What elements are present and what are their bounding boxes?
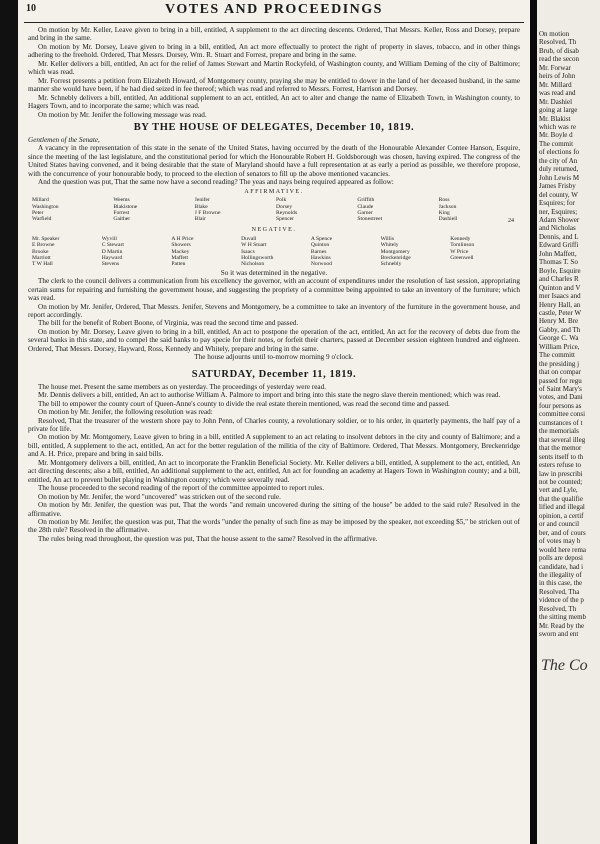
vote-name: Tomlinson xyxy=(450,242,475,249)
paragraph: Mr. Dennis delivers a bill, entitled, An act to authorise William A. Palmore to import and bring into this state the negro slave therein mentioned; which was read. xyxy=(38,391,501,400)
left-page xyxy=(18,0,530,844)
text-fragment: votes, and Dani xyxy=(539,393,583,402)
paragraph: On motion by Mr. Jenifer, the following resolution was read: xyxy=(38,408,213,417)
text-fragment: that the qualifie xyxy=(539,494,583,503)
text-fragment: opinion, a certif xyxy=(539,511,584,520)
vote-name: Peter xyxy=(32,209,44,216)
vote-name: Jenifer xyxy=(194,197,210,204)
text-fragment: the city of An xyxy=(539,156,578,165)
text-fragment: John Maffett, xyxy=(539,249,577,258)
text-fragment: lified and illegal xyxy=(539,503,585,512)
text-fragment: vert and Lyle, xyxy=(539,486,578,495)
adjourn-line: The house adjourns until to-morrow morning 9 o'clock. xyxy=(194,353,354,362)
paragraph: The bill for the benefit of Robert Boone, of Virginia, was read the second time and passed. xyxy=(38,319,299,328)
saturday-heading: SATURDAY, December 11, 1819. xyxy=(191,368,357,380)
text-fragment: of elections fo xyxy=(539,148,580,157)
text-fragment: James Frisby xyxy=(539,182,576,191)
vote-name: King xyxy=(438,209,450,216)
vote-name: D Martin xyxy=(101,248,123,255)
vote-name: Spencer xyxy=(276,216,295,223)
affirmative-label: AFFIRMATIVE. xyxy=(244,188,304,195)
text-fragment: going at large xyxy=(539,106,578,115)
vote-name: Mr. Speaker xyxy=(32,235,60,242)
text-fragment: Mr. Read by the xyxy=(539,621,585,630)
text-fragment: duly returned, xyxy=(539,165,579,174)
negative-list xyxy=(32,236,516,268)
vote-name: Schnebly xyxy=(380,261,402,268)
text-fragment: the presiding j xyxy=(539,359,580,368)
determined-line: So it was determined in the negative. xyxy=(220,268,328,277)
vote-name: Kennedy xyxy=(450,235,471,242)
vote-name: Mackey xyxy=(171,248,190,255)
vote-name: W Price xyxy=(450,248,469,255)
vote-name: Polk xyxy=(276,197,287,204)
text-fragment: Edward Griffi xyxy=(539,241,579,250)
negative-label: NEGATIVE. xyxy=(251,227,297,234)
vote-name: Patten xyxy=(171,261,186,268)
affirmative-count: 24 xyxy=(508,217,514,224)
paragraph: Mr. Montgomery delivers a bill, entitled, An act to incorporate the Franklin Beneficial Society. Mr. Keller delivers a bill, entitled, A supplement to the act, entitled, An act directing descents; also a bill, entitled, An additional supplement to the act, entitled, An act for founding an academy at Hagers Town in Washington county; and a bill, entitled, An act to prevent bullet playing in Washington county; which were severally read. xyxy=(28,458,520,484)
text-fragment: Esquires; for xyxy=(539,199,575,208)
vote-name: Whitely xyxy=(380,242,399,249)
paragraph: The house proceeded to the second reading of the report of the committee appointed to report rules. xyxy=(38,484,325,493)
text-fragment: and Nicholas xyxy=(539,224,576,233)
paragraph: Mr. Keller delivers a bill, entitled, An act for the relief of James Stewart and Martin Rockyfeld, of Washington county, and William Deming of the city of Baltimore; which was read. xyxy=(28,59,520,77)
paragraph: On motion by Mr. Dorsey, Leave given to bring in a bill, entitled, An act more effectually to protect the right of property in slaves, tobacco, and in other things adhering to the freehold. Ordered, That Messrs. Dorsey, Wm. R. Stuart and Forrest, prepare and bring in the same. xyxy=(28,42,520,60)
paragraph: On motion by Mr. Jenifer the following message was read. xyxy=(38,110,207,119)
vote-name: Warfield xyxy=(32,216,52,223)
vote-name: Stevens xyxy=(101,261,120,268)
paragraph: The house met. Present the same members as on yesterday. The proceedings of yesterday were read. xyxy=(38,382,326,391)
vote-name: W H Stuart xyxy=(241,242,267,249)
text-fragment: of Saint Mary's xyxy=(539,385,582,394)
vote-name: Wyvill xyxy=(101,235,117,242)
text-fragment: passed for regu xyxy=(539,376,582,385)
text-fragment: The commit xyxy=(539,139,574,148)
text-fragment: Resolved, Th xyxy=(539,604,577,613)
vote-name: Ross xyxy=(438,197,450,204)
text-fragment: Brub, of disab xyxy=(539,46,579,55)
vote-name: Blair xyxy=(194,216,206,223)
text-fragment: The committ xyxy=(539,351,575,360)
vote-name: Dorsey xyxy=(276,203,293,210)
paragraph: The bill to empower the county court of Queen-Anne's county to divide the real estate therein mentioned, was read the second time and passed. xyxy=(38,399,450,408)
text-fragment: four persons as xyxy=(539,401,582,410)
vote-name: Dashiell xyxy=(438,216,458,223)
vote-name: Montgomery xyxy=(380,248,410,255)
vote-name: Gaither xyxy=(113,216,131,223)
vote-name: C Stewart xyxy=(101,242,124,249)
text-fragment: del county, W xyxy=(539,190,578,199)
salutation: Gentlemen of the Senate, xyxy=(28,135,100,144)
text-fragment: committee consi xyxy=(539,410,586,419)
text-fragment: which was re xyxy=(539,122,576,131)
vote-name: Brooke xyxy=(32,248,49,255)
vote-name: Greenwell xyxy=(450,254,474,261)
text-fragment: George C. Wa xyxy=(539,334,579,343)
text-fragment: ner, Esquires; xyxy=(539,207,578,216)
vote-name: Hayward xyxy=(101,254,123,261)
text-fragment: castle, Peter W xyxy=(539,308,582,317)
vote-name: Hollingsworth xyxy=(241,254,274,261)
vote-name: J F Browne xyxy=(194,209,221,216)
text-fragment: Resolved, Tha xyxy=(539,587,580,596)
paragraph: On motion by Mr. Montgomery, Leave given to bring in a bill, entitled A supplement to an act relating to insolvent debtors in the city and county of Baltimore; and a bill, entitled, A supplement to the act, entitled, An act for the better regulation of the militia of the city of Baltimore. Ordered, That Messrs. Montgomery, Breckenridge and A. H. Price, prepare and bring in said bills. xyxy=(28,433,520,459)
vote-name: Reynolds xyxy=(276,209,298,216)
house-heading: BY THE HOUSE OF DELEGATES, December 10, 1819. xyxy=(133,121,415,133)
text-fragment: vidence of the p xyxy=(539,596,584,605)
vote-name: Millard xyxy=(32,197,49,204)
page-number: 10 xyxy=(26,3,36,14)
text-fragment: the illegality of xyxy=(539,571,582,579)
text-fragment: John Lewis M xyxy=(539,173,580,182)
page-title: VOTES AND PROCEEDINGS xyxy=(165,2,383,17)
text-fragment: cumstances of t xyxy=(539,418,583,427)
text-fragment: in this case, the xyxy=(539,579,583,588)
text-fragment: Mr. Boyle d xyxy=(539,131,573,140)
text-fragment: polls are deposi xyxy=(539,554,583,563)
right-page xyxy=(537,0,600,844)
text-fragment: law in prescribi xyxy=(539,469,583,478)
vote-name: Breckenridge xyxy=(380,254,411,261)
vote-name: Washington xyxy=(32,203,59,210)
text-fragment: Gabby, and Th xyxy=(539,325,581,334)
text-fragment: Mr. Millard xyxy=(539,80,572,89)
paragraph: On motion by Mr. Dorsey, Leave given to bring in a bill, entitled, An act to postpone the operation of the act, entitled, An act for the recovery of debts due from the several banks in this state, and to compel the said banks to pay specie for their notes, or forfeit their charters, passed at December session eighteen hundred and eighteen. Ordered, That Messrs. Dorsey, Hayward, Ross, Kennedy and Whitely, prepare and bring in the same. xyxy=(28,327,520,353)
vote-name: Showers xyxy=(171,242,191,249)
vote-name: Forrest xyxy=(113,209,130,216)
paragraph: A vacancy in the representation of this state in the senate of the United States, having occurred by the death of the Honourable Alexander Contee Hanson, Esquire, since the meeting of the last legislature, and the constitutional period for which the Honourable Robert H. Goldsborough was chosen, having expired. The congress of the United States having convened, and it being desirable that the state of Maryland should have a full representation at as early a period as possible, we therefore propose, with the concurrence of your honourable body, to proceed to the election of senators to fill up the above mentioned vacancies. xyxy=(28,144,520,178)
vote-name xyxy=(450,261,516,267)
text-fragment: Mr. Dashiel xyxy=(539,97,573,106)
vote-name: Garner xyxy=(357,209,373,216)
text-fragment: esters refuse to xyxy=(539,461,581,470)
vote-name: Norwood xyxy=(310,261,332,268)
vote-name: Willis xyxy=(380,235,395,242)
vote-name: A Spence xyxy=(310,235,333,242)
text-fragment: Dennis, and L xyxy=(539,232,579,241)
paragraph: Mr. Forrest presents a petition from Elizabeth Howard, of Montgomery county, praying she may be entitled to dower in the land of her deceased husband, in the same manner she would have been, if he had died seized in fee thereof; which was read and referred to Messrs. Forrest, Harrison and Dorsey. xyxy=(28,76,520,94)
text-fragment: Thomas T. So xyxy=(539,258,578,267)
text-fragment: William Price, xyxy=(539,342,580,351)
paragraph: On motion by Mr. Keller, Leave given to bring in a bill, entitled, A supplement to the act directing descents. Ordered, That Messrs. Keller, Ross and Dorsey, prepare and bring in the same. xyxy=(28,26,520,43)
text-fragment: Mr. Forwar xyxy=(539,63,571,72)
text-fragment: not be counted; xyxy=(539,478,583,487)
vote-name: Hawkins xyxy=(310,254,331,261)
text-fragment: or and council xyxy=(539,520,580,529)
vote-name: Isaacs xyxy=(241,248,255,255)
text-fragment: and Charles R xyxy=(539,275,579,284)
text-fragment: read the secon xyxy=(539,55,580,64)
text-fragment: Resolved, Th xyxy=(539,38,577,47)
vote-name: Maffett xyxy=(171,254,189,261)
paragraph: The clerk to the council delivers a communication from his excellency the governor, with an account of expenditures under the resolution of last session, appropriating certain sums for repairing and furnishing the government house, and suggesting the propriety of a committee being appointed to take an inventory of the furniture; which was read. xyxy=(28,277,520,303)
text-fragment: Mr. Blakist xyxy=(539,114,571,123)
paragraph: On motion by Mr. Jenifer, Ordered, That Messrs. Jenifer, Stevens and Montgomery, be a committee to take an inventory of the furniture in the government house, and report accordingly. xyxy=(28,302,520,319)
book-gutter xyxy=(530,0,537,844)
vote-name: Marriott xyxy=(32,254,51,261)
text-fragment: the sitting memb xyxy=(539,613,587,622)
paragraph: On motion by Mr. Jenifer, the word "uncovered" was stricken out of the second rule. xyxy=(38,492,281,501)
text-fragment: Boyle, Esquire xyxy=(539,266,581,275)
text-fragment: Adam Shower xyxy=(539,215,580,224)
vote-name: E Browne xyxy=(32,242,55,249)
page-header xyxy=(24,0,524,23)
vote-name: Quinton xyxy=(310,242,330,249)
text-fragment: sworn and ent xyxy=(539,630,579,639)
text-fragment: of votes may b xyxy=(539,537,581,546)
text-fragment: the memorials xyxy=(539,427,579,436)
text-fragment: that several illeg xyxy=(539,435,586,444)
vote-name: Barnes xyxy=(310,248,327,255)
paragraph: The rules being read throughout, the question was put, That the house assent to the same? Resolved in the affirmative. xyxy=(38,534,378,543)
text-fragment: that the memor xyxy=(539,444,582,453)
vote-name: Griffith xyxy=(357,197,375,204)
vote-name: Duvall xyxy=(241,235,257,242)
right-page-fragments xyxy=(537,0,600,639)
vote-name: Blakistone xyxy=(113,203,138,210)
handwritten-signature: The Co xyxy=(541,656,588,674)
vote-name: T W Hall xyxy=(32,261,53,268)
paragraph: On motion by Mr. Jenifer, the question was put, That the words "under the penalty of such fine as may be imposed by the speaker, not exceeding $5," be stricken out of the 28th rule? Resolved in the affirmative. xyxy=(28,517,520,535)
text-fragment: Quinton and V xyxy=(539,283,581,292)
vote-name: Jackson xyxy=(438,203,457,210)
text-fragment: was read and xyxy=(539,89,576,98)
text-fragment: On motion xyxy=(539,30,570,38)
vote-name: Claude xyxy=(357,203,374,210)
text-fragment: heirs of John xyxy=(539,72,576,81)
text-fragment: Henry Hall, an xyxy=(539,300,581,309)
text-fragment: Henry M. Bre xyxy=(539,317,579,326)
page-body xyxy=(18,23,530,543)
text-fragment: ber, and of cours xyxy=(539,528,586,537)
text-fragment: that on compar xyxy=(539,368,581,377)
paragraph: And the question was put, That the same now have a second reading? The yeas and nays being required appeared as follow: xyxy=(38,178,394,187)
paragraph: Mr. Schnebly delivers a bill, entitled, An additional supplement to an act, entitled, An act to alter and change the name of Elizabeth Town, in Washington county, to Hagers Town, and to incorporate the same; which was read. xyxy=(28,93,520,111)
vote-name: Stonestreet xyxy=(357,216,383,223)
paragraph: Resolved, That the treasurer of the western shore pay to John Penn, of Charles county, a revolutionary soldier, or to his order, in quarterly payments, the half pay of a private for life. xyxy=(28,416,520,433)
vote-name: A H Price xyxy=(171,235,194,242)
text-fragment: mer Isaacs and xyxy=(539,292,581,301)
vote-name: Nicholson xyxy=(241,261,265,268)
text-fragment: sents itself to th xyxy=(539,452,584,461)
text-fragment: would here rema xyxy=(539,545,587,554)
vote-name: Weems xyxy=(113,197,130,204)
paragraph: On motion by Mr. Jenifer, the question was put, That the words "and remain uncovered during the sitting of the house" be added to the said rule? Resolved in the affirmative. xyxy=(28,501,520,518)
vote-name: Blake xyxy=(194,203,208,210)
text-fragment: candidate, had i xyxy=(539,562,584,571)
